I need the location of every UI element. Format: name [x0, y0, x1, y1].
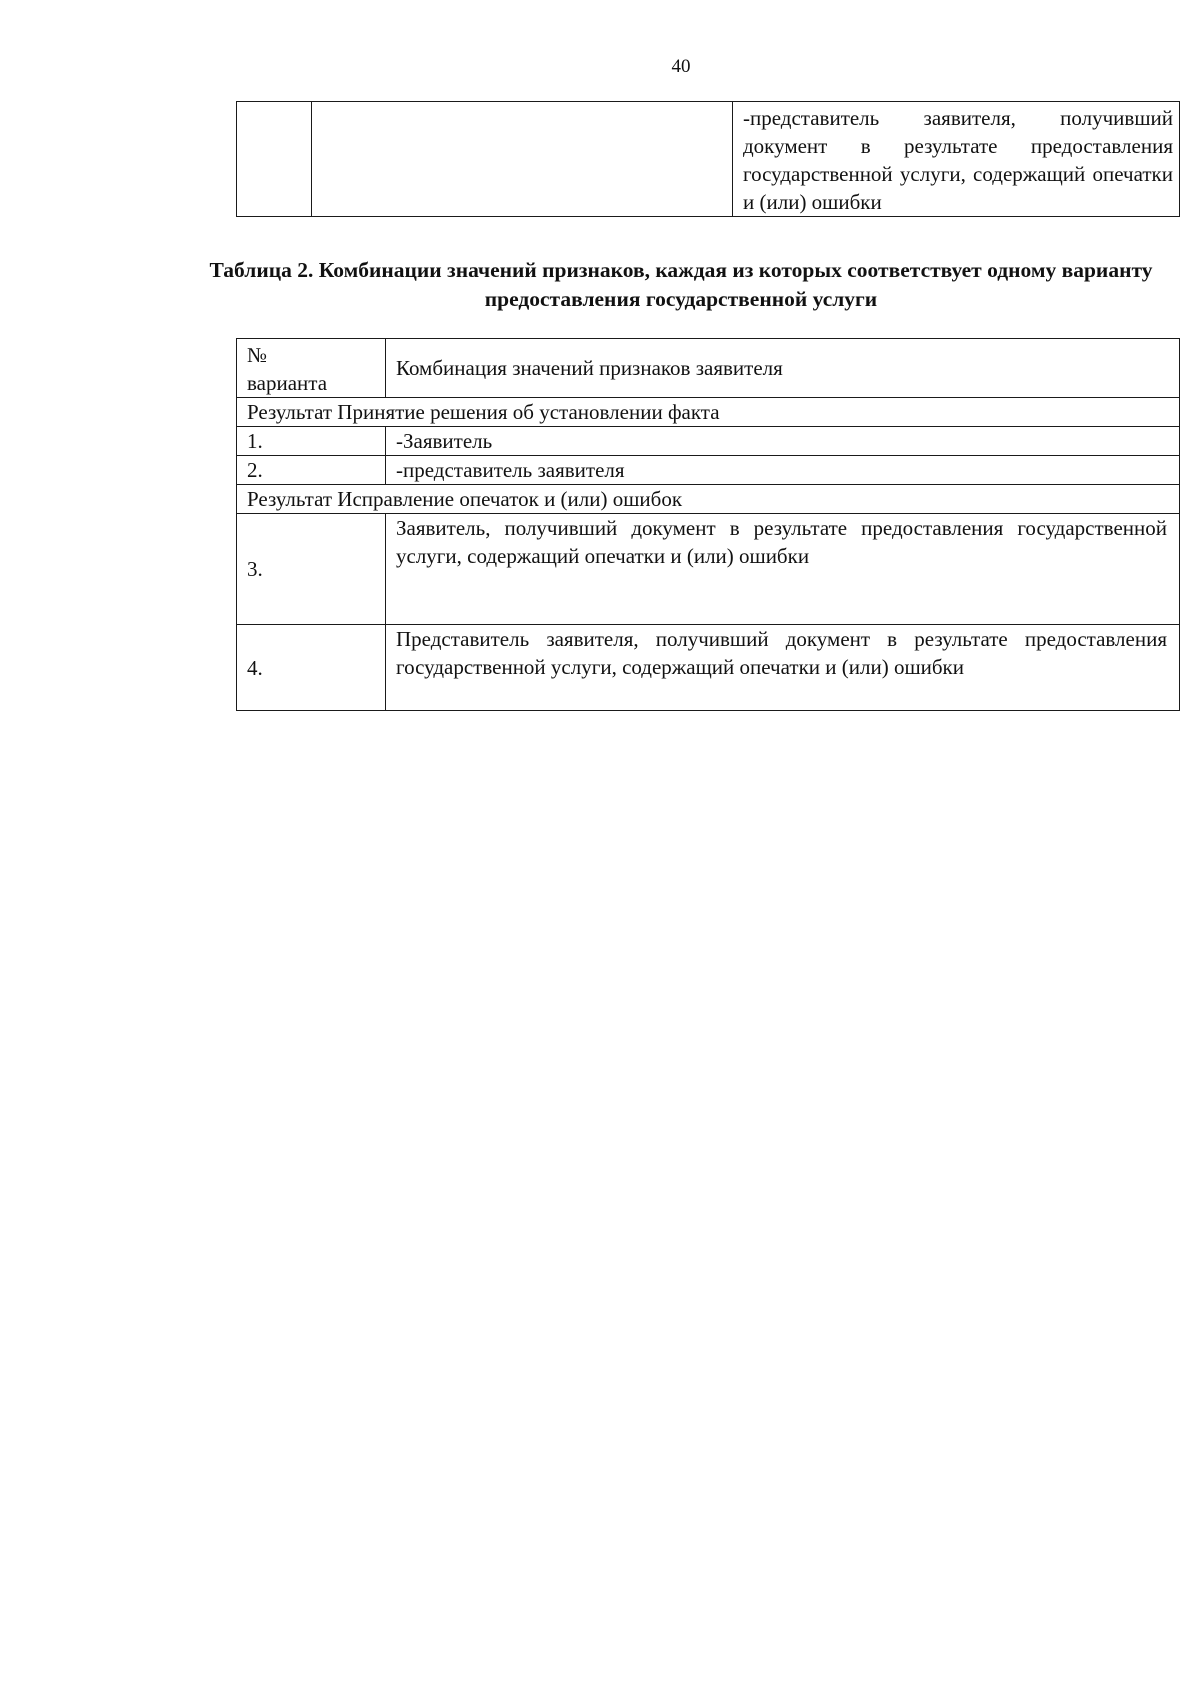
- variant-combination: -представитель заявителя: [386, 456, 1180, 485]
- header-variant-number: [237, 339, 386, 398]
- table-row: [237, 427, 1180, 456]
- variant-number: 2.: [237, 456, 386, 485]
- table-cell-text: -представитель заявителя, получивший документ в результате предоставления государственной услуги, содержащий опечатки и (или) ошибки: [733, 102, 1180, 217]
- table-row: [237, 456, 1180, 485]
- header-number-word: варианта: [247, 371, 328, 395]
- variants-table: [236, 338, 1180, 711]
- continuation-table: [236, 101, 1180, 217]
- page-number: 40: [671, 56, 691, 77]
- table-caption: Таблица 2. Комбинации значений признаков, каждая из которых соответствует одному варианту предоставления государственной услуги: [209, 258, 1153, 311]
- table-cell-empty: [312, 102, 733, 217]
- header-number-sign: №: [247, 343, 268, 367]
- variant-combination: -Заявитель: [386, 427, 1180, 456]
- table-row: [237, 514, 1180, 625]
- table-cell-empty: [237, 102, 312, 217]
- result-group-label: Результат Принятие решения об установлении факта: [237, 398, 1180, 427]
- variant-combination: Представитель заявителя, получивший документ в результате предоставления государственной услуги, содержащий опечатки и (или) ошибки: [386, 625, 1180, 711]
- table-row: [237, 625, 1180, 711]
- result-group-label: Результат Исправление опечаток и (или) ошибок: [237, 485, 1180, 514]
- result-group-row: [237, 398, 1180, 427]
- result-group-row: [237, 485, 1180, 514]
- variant-combination: Заявитель, получивший документ в результате предоставления государственной услуги, содержащий опечатки и (или) ошибки: [386, 514, 1180, 625]
- table-header-row: [237, 339, 1180, 398]
- header-combination: Комбинация значений признаков заявителя: [386, 339, 1180, 398]
- variant-number: 1.: [237, 427, 386, 456]
- variant-number: 4.: [237, 625, 386, 711]
- variant-number: 3.: [237, 514, 386, 625]
- table-row: [237, 102, 1180, 217]
